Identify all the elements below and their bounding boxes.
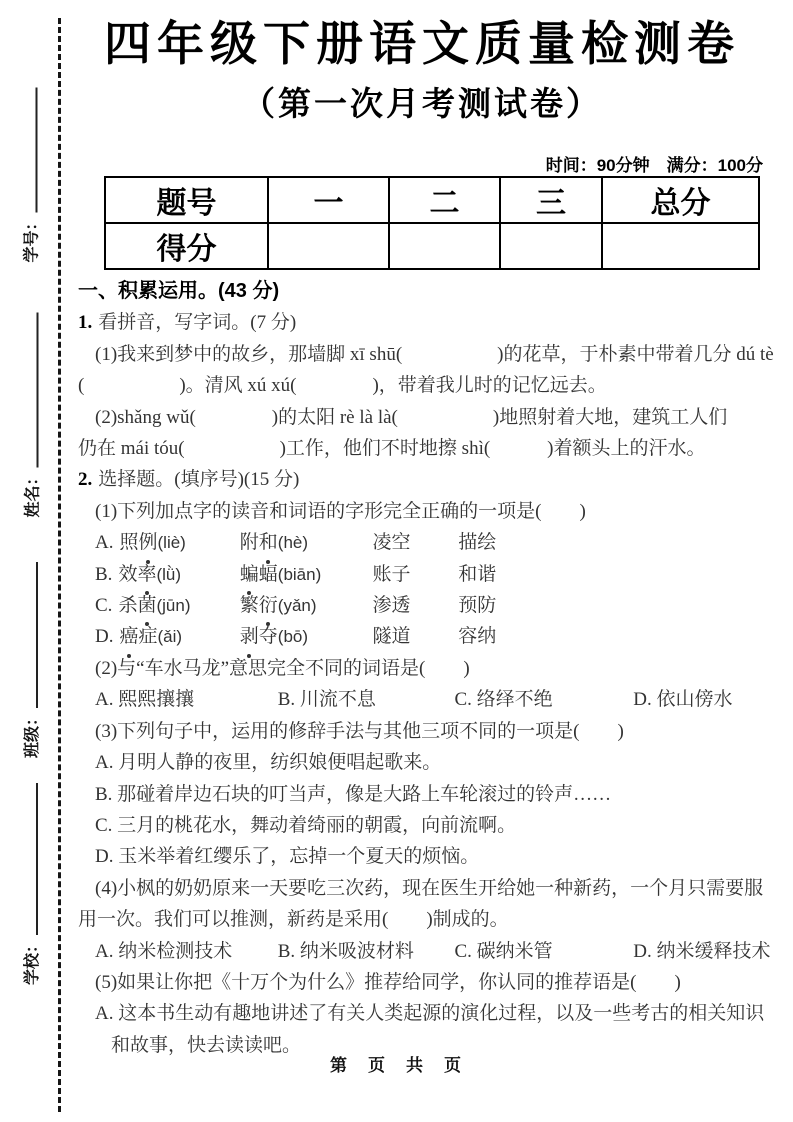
option-d-word2	[240, 621, 368, 652]
q2-3-option-c: C. 三月的桃花水，舞动着绮丽的朝霞，向前流啊。	[95, 814, 517, 836]
option-c-word4: 预防	[458, 595, 497, 617]
page-subtitle: （第一次月考测试卷）	[242, 85, 602, 123]
dotted-char: 和	[259, 527, 278, 558]
q2-3-option-b: B. 那碰着岸边石块的叮当声，像是大路上车轮滚过的铃声……	[95, 783, 612, 805]
q2-1-option-row-a	[78, 527, 770, 558]
q2-5-option-a-line1: A. 这本书生动有趣地讲述了有关人类起源的演化过程，以及一些考古的相关知识	[95, 1003, 765, 1025]
pinyin: (liè)	[157, 533, 186, 553]
option-d-word3: 隧道	[372, 626, 411, 648]
option-c-word1	[95, 590, 235, 621]
q1-line-4: 仍在 mái tóu( )工作，他们不时地擦 shì( )着额头上的汗水。	[78, 438, 706, 460]
score-table-header-part2: 二	[389, 177, 500, 223]
pinyin: (hè)	[277, 533, 309, 553]
q2-4-option-c: C. 碳纳米管	[454, 940, 553, 962]
score-table-header-part1: 一	[268, 177, 389, 223]
q2-2-option-row	[78, 684, 770, 715]
dotted-char: 例	[139, 527, 158, 558]
option-c-word3: 渗透	[372, 595, 411, 617]
page-title: 四年级下册语文质量检测卷	[104, 17, 740, 70]
seal-item-class	[15, 562, 45, 758]
seal-label-name: 姓名：	[24, 469, 41, 518]
q1-line-2: ( )。清风 xú xú( )，带着我儿时的记忆远去。	[78, 375, 607, 397]
q2-4-option-b: B. 纳米吸波材料	[277, 940, 414, 962]
question2-heading	[78, 464, 770, 495]
q2-2-option-d: D. 依山傍水	[633, 689, 733, 711]
score-cell-part2	[389, 223, 500, 269]
option-b-word1	[95, 559, 235, 590]
word-text: 繁	[239, 595, 259, 617]
q2-3-option-d: D. 玉米举着红缨乐了，忘掉一个夏天的烦恼。	[95, 846, 480, 868]
dotted-char: 剥	[240, 621, 259, 652]
word-text: 夺	[258, 626, 278, 648]
option-a-word4: 描绘	[458, 532, 497, 554]
dotted-char: 菌	[137, 590, 156, 621]
option-letter: C.	[95, 595, 113, 617]
exam-header	[80, 16, 764, 125]
pinyin: (ǎi)	[157, 627, 183, 647]
exam-time-score-meta: 时间：90分钟 满分：100分	[545, 156, 763, 175]
name-blank-line	[23, 313, 38, 468]
seal-item-student-id	[15, 88, 45, 263]
pinyin: (yǎn)	[277, 596, 317, 616]
seal-item-name	[16, 313, 46, 518]
q2-3-stem: (3)下列句子中，运用的修辞手法与其他三项不同的一项是( )	[95, 720, 624, 742]
seal-label-class: 班级：	[23, 709, 41, 758]
score-table-score-label: 得分	[105, 223, 268, 269]
q2-1-stem: (1)下列加点字的读音和词语的字形完全正确的一项是( )	[95, 500, 586, 522]
q2-5-stem: (5)如果让你把《十万个为什么》推荐给同学，你认同的推荐语是( )	[95, 971, 681, 993]
question1-heading	[78, 307, 770, 338]
dotted-char: 蝙	[240, 559, 259, 590]
question1-title: 看拼音，写字词。(7 分)	[98, 312, 297, 334]
q1-line-1: (1)我来到梦中的故乡，那墙脚 xī shū( )的花草，于朴素中带着几分 dú tè	[95, 343, 774, 365]
score-cell-part1	[268, 223, 389, 269]
option-letter: A.	[95, 532, 114, 554]
seal-cut-line	[58, 18, 61, 1112]
q2-2-option-b: B. 川流不息	[277, 689, 376, 711]
q1-line-3: (2)shǎng wǔ( )的太阳 rè là là( )地照射着大地，建筑工人们	[95, 406, 728, 428]
option-b-word2	[240, 559, 368, 590]
option-c-word2	[240, 590, 368, 621]
option-b-word3: 账子	[372, 563, 411, 585]
option-a-word3: 凌空	[372, 532, 411, 554]
page-footer: 第 页 共 页	[330, 1056, 463, 1075]
word-text: 附	[239, 532, 259, 554]
seal-label-student-id: 学号：	[23, 214, 40, 263]
q2-3-option-a: A. 月明人静的夜里，纺织娘便唱起歌来。	[95, 752, 442, 774]
option-d-word4: 容纳	[458, 626, 497, 648]
pinyin: (biān)	[277, 564, 322, 584]
q2-1-option-row-d	[78, 621, 770, 652]
question1-number: 1.	[78, 312, 93, 334]
q2-4-option-row	[78, 936, 770, 967]
pinyin: (jūn)	[156, 596, 191, 616]
section1-heading: 一、积累运用。(43 分)	[78, 280, 280, 302]
word-text: 蝠	[258, 563, 278, 585]
option-b-word4: 和谐	[458, 563, 497, 585]
score-table-header-question-no: 题号	[105, 177, 268, 223]
score-table-header-part3: 三	[500, 177, 602, 223]
dotted-char: 衍	[259, 590, 278, 621]
word-text: 照	[119, 532, 139, 554]
option-d-word1	[95, 621, 235, 652]
exam-body	[78, 276, 774, 1061]
q2-2-option-a: A. 熙熙攘攘	[95, 689, 195, 711]
option-a-word1	[95, 527, 235, 558]
word-text: 效	[118, 563, 138, 585]
q2-1-option-row-c	[78, 590, 770, 621]
score-cell-part3	[500, 223, 602, 269]
seal-label-school: 学校：	[23, 936, 41, 985]
q2-4-stem-line2: 用一次。我们可以推测，新药是采用( )制成的。	[78, 909, 509, 931]
question2-number: 2.	[78, 469, 93, 491]
option-letter: B.	[95, 563, 113, 585]
score-table	[104, 176, 760, 270]
dotted-char: 癌	[119, 621, 138, 652]
word-text: 症	[138, 626, 158, 648]
q2-5-option-a-line2: 和故事，快去读读吧。	[111, 1034, 302, 1056]
q2-2-stem: (2)与“车水马龙”意思完全不同的词语是( )	[95, 657, 470, 679]
school-blank-line	[23, 783, 38, 935]
q2-4-stem-line1: (4)小枫的奶奶原来一天要吃三次药，现在医生开给她一种新药，一个月只需要服	[95, 877, 764, 899]
pinyin: (bō)	[277, 627, 309, 647]
question2-title: 选择题。(填序号)(15 分)	[98, 469, 300, 491]
word-text: 杀	[118, 595, 138, 617]
pinyin: (lǜ)	[156, 564, 182, 584]
q2-4-option-d: D. 纳米缓释技术	[633, 940, 771, 962]
q2-1-option-row-b	[78, 559, 770, 590]
score-cell-total	[602, 223, 759, 269]
dotted-char: 率	[137, 559, 156, 590]
score-table-header-total: 总分	[602, 177, 759, 223]
class-blank-line	[23, 562, 38, 708]
q2-2-option-c: C. 络绎不绝	[454, 689, 553, 711]
score-table-header-row	[105, 177, 759, 223]
q2-4-option-a: A. 纳米检测技术	[95, 940, 233, 962]
option-a-word2	[240, 527, 368, 558]
score-table-score-row	[105, 223, 759, 269]
seal-item-school	[15, 783, 45, 985]
option-letter: D.	[95, 626, 114, 648]
student-id-blank-line	[22, 88, 37, 213]
